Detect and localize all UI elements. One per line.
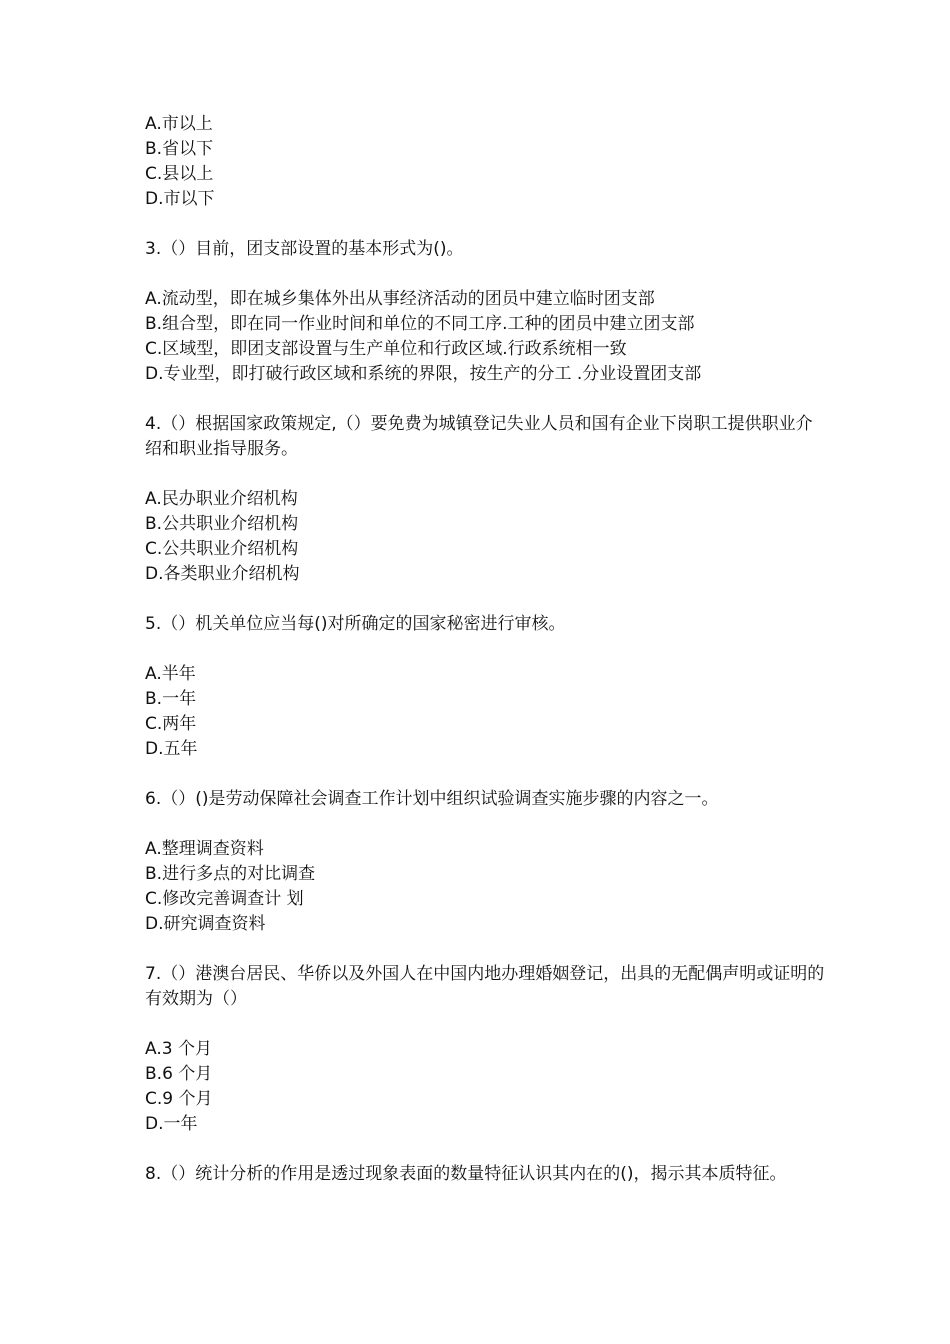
option-a: A.民办职业介绍机构	[145, 489, 298, 509]
option-a: A.市以上	[145, 114, 213, 134]
question-7: 7.（）港澳台居民、华侨以及外国人在中国内地办理婚姻登记，出具的无配偶声明或证明的有效期为（）	[145, 964, 825, 1009]
option-d: D.各类职业介绍机构	[145, 564, 300, 584]
option-d: D.研究调查资料	[145, 914, 266, 934]
question-3: 3.（）目前，团支部设置的基本形式为()。	[145, 239, 464, 259]
option-b: B.进行多点的对比调查	[145, 864, 316, 884]
question-5: 5.（）机关单位应当每()对所确定的国家秘密进行审核。	[145, 614, 566, 634]
option-c: C.修改完善调查计 划	[145, 889, 304, 909]
question-6: 6.（）()是劳动保障社会调查工作计划中组织试验调查实施步骤的内容之一。	[145, 789, 719, 809]
option-c: C.9 个月	[145, 1089, 213, 1109]
options-list-q3	[145, 287, 825, 387]
option-d: D.五年	[145, 739, 198, 759]
options-list-q5	[145, 662, 825, 762]
option-b: B.一年	[145, 689, 197, 709]
document-page	[145, 112, 825, 1187]
option-d: D.一年	[145, 1114, 198, 1134]
options-list-q4	[145, 487, 825, 587]
question-4: 4.（）根据国家政策规定,（）要免费为城镇登记失业人员和国有企业下岗职工提供职业介绍和职业指导服务。	[145, 414, 813, 459]
options-list-q7	[145, 1037, 825, 1137]
options-list-q6	[145, 837, 825, 937]
option-b: B.组合型，即在同一作业时间和单位的不同工序.工种的团员中建立团支部	[145, 314, 695, 334]
option-a: A.3 个月	[145, 1039, 212, 1059]
option-c: C.两年	[145, 714, 197, 734]
option-d: D.市以下	[145, 189, 215, 209]
question-8: 8.（）统计分析的作用是透过现象表面的数量特征认识其内在的()，揭示其本质特征。	[145, 1164, 787, 1184]
option-c: C.县以上	[145, 164, 214, 184]
option-b: B.公共职业介绍机构	[145, 514, 299, 534]
option-d: D.专业型，即打破行政区域和系统的界限，按生产的分工 .分业设置团支部	[145, 364, 702, 384]
option-b: B.6 个月	[145, 1064, 213, 1084]
option-a: A.流动型，即在城乡集体外出从事经济活动的团员中建立临时团支部	[145, 289, 655, 309]
option-a: A.半年	[145, 664, 196, 684]
option-a: A.整理调查资料	[145, 839, 264, 859]
option-b: B.省以下	[145, 139, 214, 159]
options-list-q2	[145, 112, 825, 212]
option-c: C.区域型，即团支部设置与生产单位和行政区域.行政系统相一致	[145, 339, 627, 359]
option-c: C.公共职业介绍机构	[145, 539, 299, 559]
